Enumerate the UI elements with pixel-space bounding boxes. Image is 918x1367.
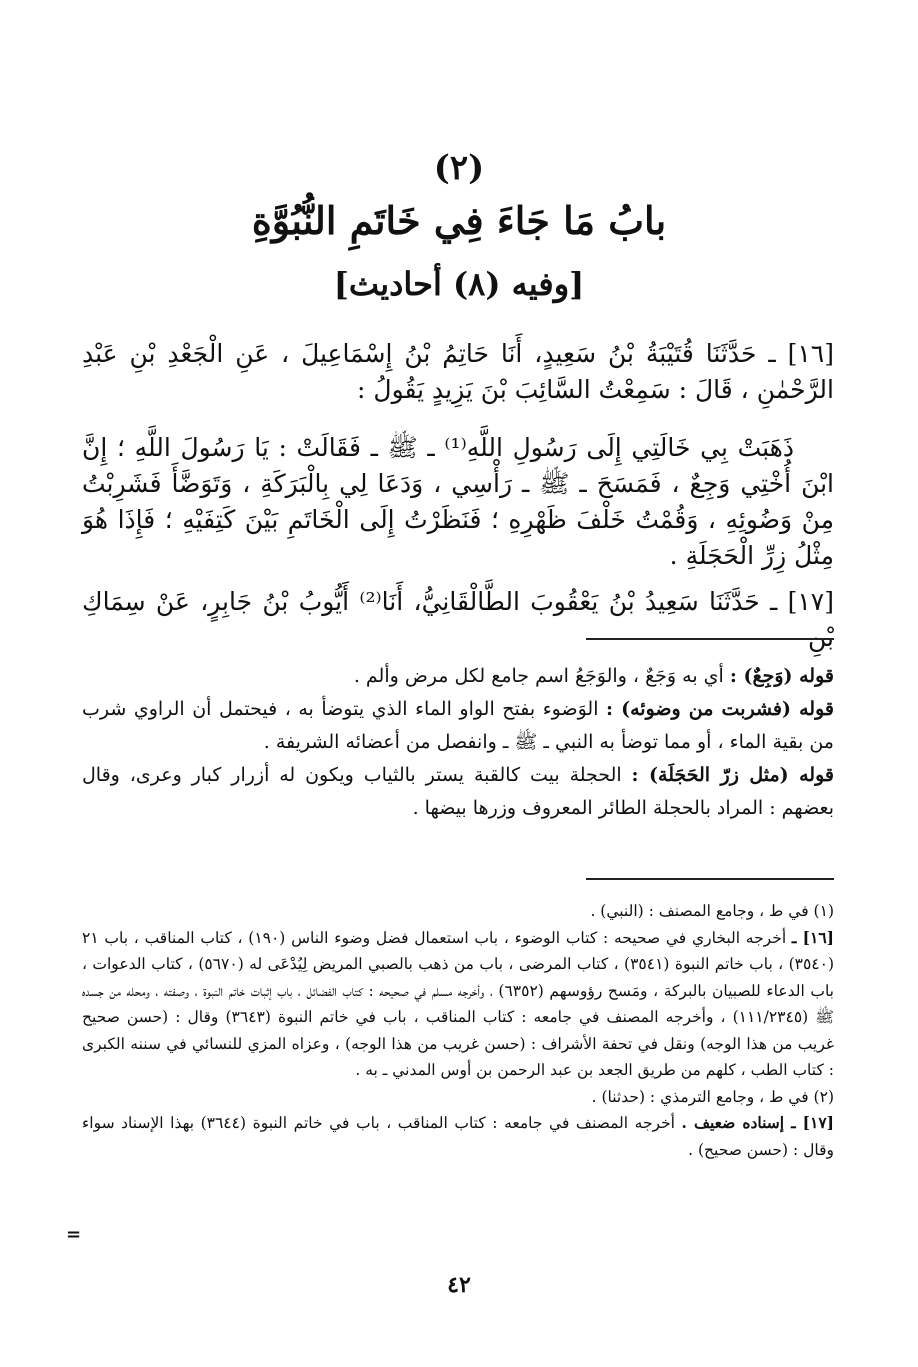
commentary-item [82, 660, 834, 693]
commentary-lead: قوله (وَجِعٌ) : [729, 665, 834, 687]
hadith-16-matn [82, 430, 834, 574]
commentary-section [82, 660, 834, 825]
commentary-text: الوَضوء بفتح الواو الماء الذي يتوضأ به ، فيحتمل أن الراوي شرب من بقية الماء ، أو مما توضأ به النبي ـ ﷺ ـ وانفصل من أعضائه الشريفة . [82, 698, 834, 753]
page-number: ٤٢ [447, 1272, 471, 1298]
footnote-text: أخرجه البخاري في صحيحه : كتاب الوضوء ، باب استعمال فضل وضوء الناس (١٩٠) ، كتاب المناقب ، باب ٢١ (٣٥٤٠) ، باب خاتم النبوة (٣٥٤١) ، كتاب المرضى ، باب من ذهب بالصبي المريض لِيُدْعَى له (٥٦٧٠) ، كتاب الدعوات ، باب الدعاء للصبيان بالبركة ، ومَسح رؤوسهم (٦٣٥٢) ، وأخرجه مسلم في صحيحه : كتاب الفضائل ، باب إثبات خاتم النبوة ، وصفته ، ومحله من جسده ﷺ (١١١/٢٣٤٥) ، وأخرجه المصنف في جامعه : كتاب المناقب ، باب في خاتم النبوة (٣٦٤٣) وقال : (حسن صحيح غريب من هذا الوجه) ونقل في تحفة الأشراف : (حسن غريب من هذا الوجه) ، وعزاه المزي للنسائي في سننه الكبرى : كتاب الطب ، كلهم من طريق الجعد بن عبد الرحمن بن أوس المدني ـ به . [82, 928, 835, 1079]
hadith-16-isnad-text: [١٦] ـ حَدَّثَنَا قُتَيْبَةُ بْنُ سَعِيدٍ، أَنَا حَاتِمُ بْنُ إِسْمَاعِيلَ ، عَنِ الْجَعْدِ بْنِ عَبْدِ الرَّحْمٰنِ ، قَالَ : سَمِعْتُ السَّائِبَ بْنَ يَزِيدٍ يَقُولُ : [82, 339, 834, 404]
continuation-mark: = [66, 1224, 82, 1245]
footnote [82, 1110, 834, 1163]
footnote [82, 925, 834, 1084]
footnote-text: أخرجه المصنف في جامعه : كتاب المناقب ، باب في خاتم النبوة (٣٦٤٤) بهذا الإسناد سواء وقال : (حسن صحيح) . [82, 1114, 834, 1159]
footnote-text: (١) في ط ، وجامع المصنف : (النبي) . [590, 902, 834, 920]
chapter-subtitle: [وفيه (٨) أحاديث] [333, 265, 585, 303]
hadith-17-isnad-text: [١٧] ـ حَدَّثَنَا سَعِيدُ بْنُ يَعْقُوبَ الطَّالْقَانِيُّ، أَنَا⁽²⁾ أَيُّوبُ بْنُ جَابِرٍ، عَنْ سِمَاكِ بْنِ [82, 587, 834, 652]
footnote [82, 898, 834, 925]
commentary-divider [586, 638, 834, 640]
commentary-item [82, 693, 834, 759]
footnote-lead: [١٦] ـ [791, 927, 834, 947]
commentary-text: أي به وَجَعٌ ، والوَجَعُ اسم جامع لكل مرض وألم . [353, 665, 730, 687]
commentary-item [82, 759, 834, 825]
footnote-lead: [١٧] ـ إسناده ضعيف . [681, 1113, 834, 1132]
footnote [82, 1084, 834, 1111]
footnotes-divider [586, 878, 834, 880]
footnotes-section [82, 898, 834, 1163]
hadith-16-matn-text: ذَهَبَتْ بِي خَالَتِي إِلَى رَسُولِ اللَّهِ⁽¹⁾ ـ ﷺ ـ فَقَالَتْ : يَا رَسُولَ اللَّهِ ؛ إِنَّ ابْنَ أُخْتِي وَجِعٌ ، فَمَسَحَ ـ ﷺ ـ رَأْسِي ، وَدَعَا لِي بِالْبَرَكَةِ ، وَتَوَضَّأَ فَشَرِبْتُ مِنْ وَضُوئِهِ ، وَقُمْتُ خَلْفَ ظَهْرِهِ ؛ فَنَظَرْتُ إِلَى الْخَاتَمِ بَيْنَ كَتِفَيْهِ ؛ فَإِذَا هُوَ مِثْلُ زِرِّ الْحَجَلَةِ . [82, 433, 834, 570]
chapter-number: (٢) [433, 148, 485, 188]
commentary-lead: قوله (فشربت من وضوئه) : [606, 698, 834, 720]
hadith-16-isnad [82, 336, 834, 408]
commentary-lead: قوله (مثل زرّ الحَجَلَة) : [631, 764, 834, 786]
commentary-text: الحجلة بيت كالقبة يستر بالثياب ويكون له أزرار كبار وعرى، وقال بعضهم : المراد بالحجلة الطائر المعروف وزرها بيضها . [82, 764, 834, 819]
hadith-17-isnad [82, 584, 834, 656]
chapter-title: بابُ مَا جَاءَ فِي خَاتَمِ النُّبُوَّةِ [251, 198, 667, 243]
footnote-text: (٢) في ط ، وجامع الترمذي : (حدثنا) . [591, 1087, 834, 1106]
